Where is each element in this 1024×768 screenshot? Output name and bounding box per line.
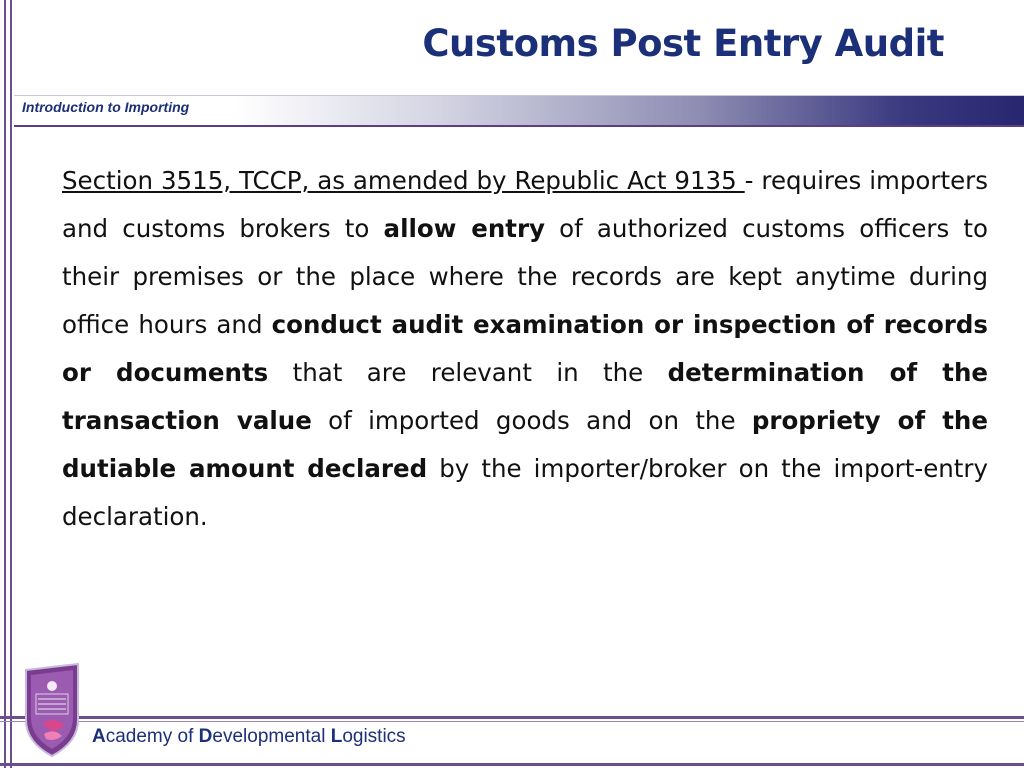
- emphasis-allow-entry: allow entry: [383, 214, 546, 243]
- footer-word-logistics: ogistics: [342, 726, 406, 747]
- footer-divider-thin: [0, 721, 1024, 722]
- body-text-segment: of imported goods and on the: [311, 406, 752, 435]
- left-border-line-inner: [10, 0, 12, 768]
- footer-academy-name: [92, 726, 406, 748]
- left-border-line-outer: [4, 0, 6, 768]
- body-text-segment: by the importer/broker on the import-entry declaration.: [62, 454, 988, 531]
- section-reference: Section 3515, TCCP, as amended by Republic Act 9135: [62, 166, 745, 195]
- footer-initial-l: L: [330, 726, 343, 747]
- footer-word-developmental: evelopmental: [212, 726, 331, 747]
- footer-divider: [0, 716, 1024, 719]
- footer-initial-d: D: [198, 726, 213, 747]
- academy-crest-logo: [20, 660, 84, 760]
- body-paragraph: [62, 157, 988, 541]
- emphasis-dutiable-amount: propriety of the dutiable amount declared: [62, 406, 988, 483]
- footer-word-academy: cademy of: [105, 726, 199, 747]
- body-text-segment: of authorized customs officers to their premises or the place where the records are kept anytime during office hours and: [62, 214, 988, 339]
- emphasis-conduct-audit: conduct audit examination or inspection of records or documents: [62, 310, 988, 387]
- body-text-segment: - requires importers and customs brokers to: [62, 166, 988, 243]
- footer-initial-a: A: [92, 726, 106, 747]
- footer-bottom-line: [0, 763, 1024, 766]
- header-band-label: Introduction to Importing: [22, 99, 190, 115]
- emphasis-transaction-value: determination of the transaction value: [62, 358, 989, 435]
- slide-title: Customs Post Entry Audit: [422, 22, 944, 65]
- header-underline: [14, 125, 1024, 127]
- body-text-segment: that are relevant in the: [268, 358, 668, 387]
